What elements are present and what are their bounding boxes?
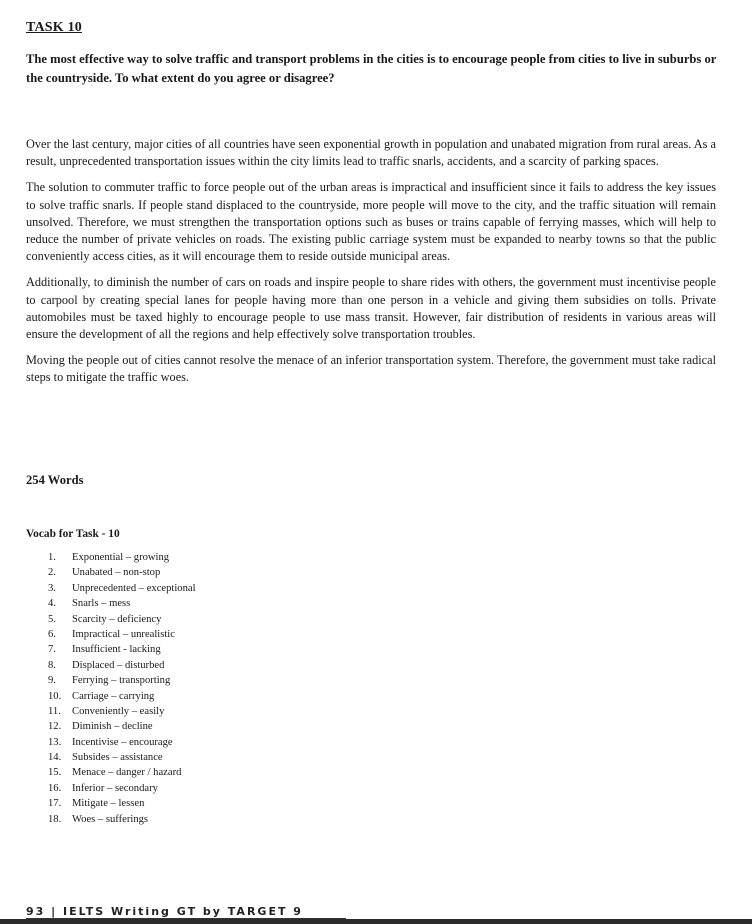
vocab-item <box>48 612 196 627</box>
vocab-text: Inferior – secondary <box>72 782 158 794</box>
vocab-number: 14. <box>48 752 62 764</box>
essay-paragraph-2: The solution to commuter traffic to force people out of the urban areas is impractical and insufficient since it fails to address the key issues to solve traffic snarls. If people stand displaced to the countryside, more people will move to the city, and the traffic situation will remain unsolved. Therefore, we must strengthen the transportation options such as buses or trains capable of ferrying masses, which will help to reduce the number of private vehicles on roads. The existing public carriage system must be expanded to nearby towns so that the public conveniently access cities, as it will encourage them to reside outside municipal areas. <box>26 180 716 264</box>
vocab-item <box>48 781 196 796</box>
vocab-text: Snarls – mess <box>72 598 131 610</box>
vocab-text: Carriage – carrying <box>72 690 155 702</box>
vocab-text: Incentivise – encourage <box>72 736 173 748</box>
vocab-text: Diminish – decline <box>72 721 153 733</box>
vocab-number: 15. <box>48 767 62 779</box>
vocab-text: Woes – sufferings <box>72 813 149 825</box>
vocab-text: Unprecedented – exceptional <box>72 582 196 594</box>
vocab-number: 18. <box>48 813 62 825</box>
vocab-item <box>48 796 196 811</box>
vocab-text: Ferrying – transporting <box>72 675 171 687</box>
vocab-number: 1. <box>48 552 56 563</box>
vocab-number: 2. <box>48 567 56 579</box>
vocab-text: Menace – danger / hazard <box>72 767 182 779</box>
vocab-number: 13. <box>48 736 62 748</box>
vocab-text: Unabated – non-stop <box>72 567 161 579</box>
word-count: 254 Words <box>26 473 84 487</box>
vocab-text: Conveniently – easily <box>72 705 165 717</box>
essay-paragraph-1: Over the last century, major cities of all countries have seen exponential growth in population and unabated migration from rural areas. As a result, unprecedented transportation issues within the city limits lead to traffic snarls, accidents, and a scarcity of parking spaces. <box>26 137 716 169</box>
vocab-number: 7. <box>48 644 56 656</box>
vocab-text: Exponential – growing <box>72 552 170 563</box>
essay-paragraph-4: Moving the people out of cities cannot resolve the menace of an inferior transportation system. Therefore, the government must take radical steps to mitigate the traffic woes. <box>26 353 716 385</box>
vocab-text: Insufficient - lacking <box>72 644 161 656</box>
vocab-number: 17. <box>48 798 62 810</box>
vocab-number: 6. <box>48 628 56 640</box>
vocab-number: 4. <box>48 598 56 610</box>
page-footer: 93 | IELTS Writing GT by TARGET 9 <box>26 905 303 918</box>
vocab-list <box>48 550 196 827</box>
bottom-edge-bar <box>0 919 752 924</box>
vocab-item <box>48 765 196 780</box>
vocab-item <box>48 719 196 734</box>
essay-body <box>26 136 716 396</box>
vocab-text: Scarcity – deficiency <box>72 613 162 625</box>
vocab-number: 9. <box>48 675 56 687</box>
vocab-text: Displaced – disturbed <box>72 659 165 671</box>
vocab-number: 16. <box>48 782 62 794</box>
vocab-number: 11. <box>48 705 61 717</box>
vocab-item <box>48 596 196 611</box>
vocab-item <box>48 658 196 673</box>
vocab-item <box>48 581 196 596</box>
vocab-item <box>48 642 196 657</box>
vocab-item <box>48 704 196 719</box>
vocab-title: Vocab for Task - 10 <box>26 528 120 540</box>
vocab-number: 10. <box>48 690 62 702</box>
vocab-item <box>48 689 196 704</box>
task-question: The most effective way to solve traffic and transport problems in the cities is to encourage people from cities to live in suburbs or the countryside. To what extent do you agree or disagree? <box>26 52 717 85</box>
vocab-item <box>48 812 196 827</box>
vocab-text: Mitigate – lessen <box>72 798 145 810</box>
vocab-item <box>48 627 196 642</box>
vocab-number: 12. <box>48 721 62 733</box>
task-title: TASK 10 <box>26 20 82 35</box>
vocab-item <box>48 750 196 765</box>
vocab-item <box>48 550 196 565</box>
vocab-item <box>48 673 196 688</box>
essay-paragraph-3: Additionally, to diminish the number of cars on roads and inspire people to share rides with others, the government must incentivise people to carpool by creating special lanes for people having more than one person in a vehicle and giving them subsidies on tolls. Private automobiles must be taxed highly to encourage people to use mass transit. However, fair distribution of residents in various areas will ensure the development of all the regions and help effectively solve transportation troubles. <box>26 275 716 342</box>
vocab-number: 8. <box>48 659 56 671</box>
vocab-text: Impractical – unrealistic <box>72 628 175 640</box>
vocab-item <box>48 735 196 750</box>
vocab-item <box>48 565 196 580</box>
vocab-text: Subsides – assistance <box>72 752 163 764</box>
vocab-number: 3. <box>48 582 56 594</box>
vocab-number: 5. <box>48 613 56 625</box>
